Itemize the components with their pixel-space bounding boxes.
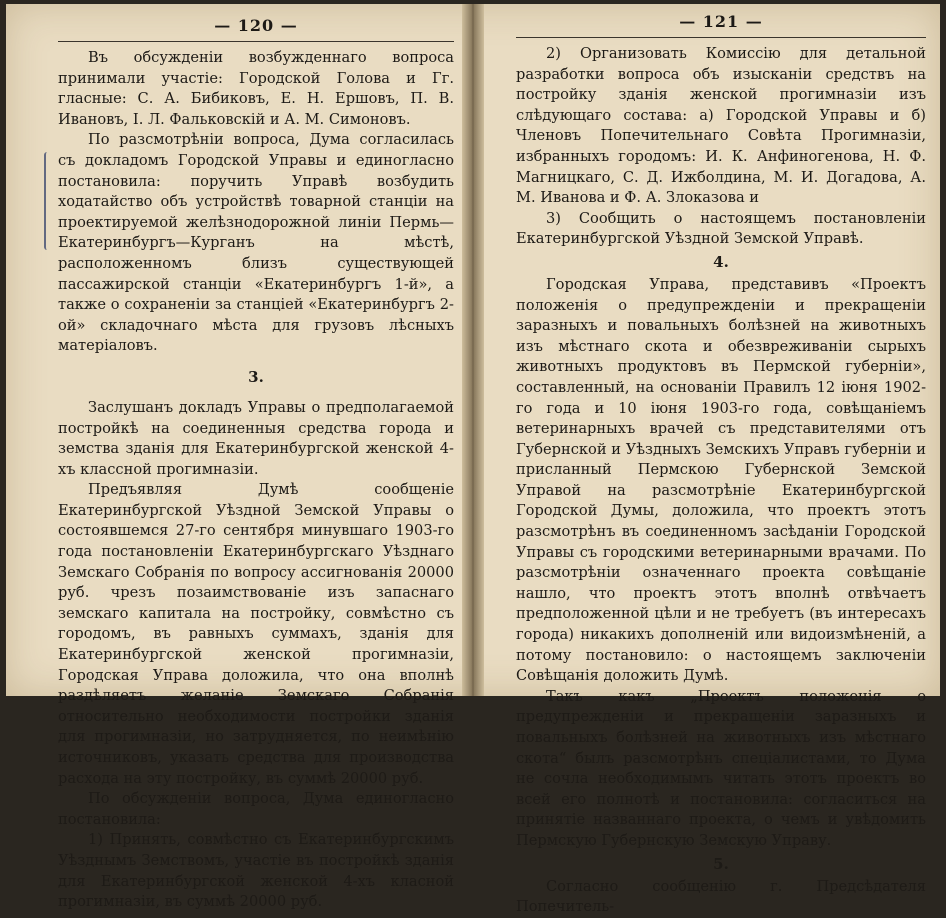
paragraph: По разсмотрѣніи вопроса, Дума согласилась съ докладомъ Городской Управы и единогласно постановила: поручить Управѣ возбудить ходатайство объ устройствѣ товарной станціи на проектируемой желѣзнодорожной линіи Пермь—Екатеринбургъ—Курганъ на мѣстѣ, расположенномъ близъ существующей пассажирской станціи «Екатеринбургъ 1-й», а также о сохраненіи за станціей «Екатеринбургъ 2-ой» складочнаго мѣста для грузовъ лѣсныхъ матеріаловъ. <box>58 131 454 355</box>
book-gutter <box>462 4 484 696</box>
header-rule-left <box>58 41 454 42</box>
right-page <box>482 4 940 916</box>
paragraph: 3) Сообщить о настоящемъ постановленіи Екатеринбургской Уѣздной Земской Управѣ. <box>516 209 926 248</box>
header-rule-right <box>516 37 926 38</box>
paragraph: Согласно сообщенію г. Предсѣдателя Попечитель- <box>516 877 926 916</box>
page-number-right: — 121 — <box>679 12 763 31</box>
paragraph: 2) Организовать Комиссію для детальной разработки вопроса объ изысканіи средствъ на постройку зданія женской прогимназіи изъ слѣдующаго состава: а) Городской Управы и б) Членовъ Попечительнаго Совѣта Прогимназіи, избранныхъ городомъ: И. К. Анфиногенова, Н. Ф. Магницкаго, С. Д. Ижболдина, М. И. Догадова, А. М. Иванова и Ф. А. Злоказова и <box>516 45 926 207</box>
paragraph: Предъявляя Думѣ сообщеніе Екатеринбургской Уѣздной Земской Управы о состоявшемся 27-го сентября минувшаго 1903-го года постановленіи Екатеринбургскаго Уѣзднаго Земскаго Собранія по вопросу ассигнованія 20000 руб. чрезъ позаимствованіе изъ запаснаго земскаго капитала на постройку, совмѣстно съ городомъ, въ равныхъ суммахъ, зданія для Екатеринбургской женской прогимназіи, Городская Управа доложила, что она вполнѣ раздѣляетъ желаніе Земскаго Собранія относительно необходимости постройки зданія для прогимназіи, но затрудняется, по неимѣнію источниковъ, указать средства для производства расхода на эту постройку, въ суммѣ 20000 руб. <box>58 481 454 787</box>
section-number: 3. <box>248 367 264 386</box>
paragraph: Такъ какъ „Проектъ положенія о предупрежденіи и прекращеніи заразныхъ и повальныхъ болѣзней на животныхъ изъ мѣстнаго скота“ былъ разсмотрѣнъ спеціалистами, то Дума не сочла необходимымъ читать этотъ проектъ во всей его полнотѣ и постановила: согласиться на принятіе названнаго проекта, о чемъ и увѣдомить Пермскую Губернскую Земскую Управу. <box>516 687 926 849</box>
paragraph: 1) Принять, совмѣстно съ Екатеринбургскимъ Уѣзднымъ Земствомъ, участіе въ постройкѣ зданія для Екатеринбургской женской 4-хъ класной прогимназіи, въ суммѣ 20000 руб. <box>58 831 454 911</box>
page-number-left: — 120 — <box>214 16 298 35</box>
book-spread <box>6 4 940 916</box>
paragraph: Заслушанъ докладъ Управы о предполагаемой постройкѣ на соединенныя средства города и земства зданія для Екатеринбургской женской 4-хъ классной прогимназіи. <box>58 398 454 478</box>
section-number: 4. <box>713 252 729 271</box>
paragraph: Въ обсужденіи возбужденнаго вопроса принимали участіе: Городской Голова и Гг. гласные: С. А. Бибиковъ, Е. Н. Ершовъ, П. В. Ивановъ, І. Л. Фальковскій и А. М. Симоновъ. <box>58 49 454 128</box>
paragraph: По обсужденіи вопроса, Дума единогласно постановила: <box>58 790 454 828</box>
margin-pen-mark <box>44 152 50 250</box>
paragraph: Городская Управа, представивъ «Проектъ положенія о предупрежденіи и прекращеніи заразныхъ и повальныхъ болѣзней на животныхъ изъ мѣстнаго скота и обезвреживаніи сырыхъ животныхъ продуктовъ въ Пермской губерніи», составленный, на основаніи Правилъ 12 іюня 1902-го года и 10 іюня 1903-го года, совѣщаніемъ ветеринарныхъ врачей съ представителями отъ Губернской и Уѣздныхъ Земскихъ Управъ губерніи и присланный Пермскою Губернской Земской Управой на разсмотрѣніе Екатеринбургской Городской Думы, доложила, что проектъ этотъ разсмотрѣнъ въ соединенномъ засѣданіи Городской Управы съ городскими ветеринарными врачами. По разсмотрѣніи означеннаго проекта совѣщаніе нашло, что проектъ этотъ вполнѣ отвѣчаетъ предположенной цѣли и не требуетъ (въ интересахъ города) никакихъ дополненій или видоизмѣненій, а потому постановило: о настоящемъ заключеніи Совѣщанія доложить Думѣ. <box>516 275 926 685</box>
left-page <box>6 4 464 911</box>
section-number: 5. <box>713 854 729 873</box>
